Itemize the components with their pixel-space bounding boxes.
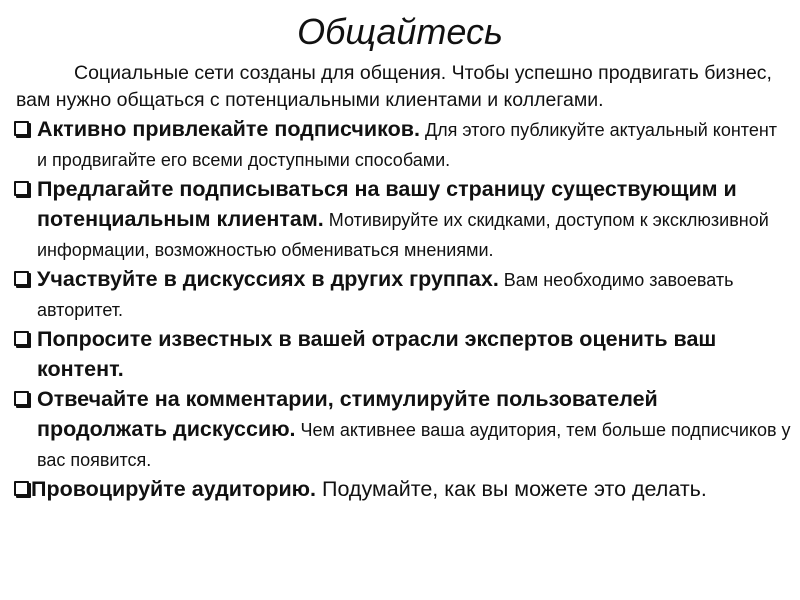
- list-item: [12, 324, 792, 384]
- list-item: [12, 174, 792, 264]
- checkbox-icon: [14, 181, 29, 196]
- checkbox-icon: [14, 331, 29, 346]
- item-text: Вам необходимо завоевать авторитет.: [37, 270, 734, 320]
- item-heading: Активно привлекайте подписчиков.: [37, 117, 420, 141]
- intro-paragraph: Социальные сети созданы для общения. Чтобы успешно продвигать бизнес, вам нужно общаться с потенциальными клиентами и коллегами.: [16, 62, 772, 111]
- item-text: Мотивируйте их скидками, доступом к эксклюзивной информации, возможностью обмениваться мнениями.: [37, 210, 769, 260]
- item-text: Подумайте, как вы можете это делать.: [316, 477, 707, 501]
- slide-title: Общайтесь: [297, 11, 503, 52]
- item-heading: Предлагайте подписываться на вашу страницу существующим и потенциальным клиентам.: [37, 177, 737, 231]
- bullet-list: [12, 114, 792, 504]
- item-heading: Участвуйте в дискуссиях в других группах.: [37, 267, 499, 291]
- list-item: [12, 474, 792, 504]
- item-heading: Провоцируйте аудиторию.: [31, 477, 317, 501]
- list-item: [12, 264, 792, 324]
- item-text: Для этого публикуйте актуальный контент и продвигайте его всеми доступными способами.: [37, 120, 778, 170]
- list-item: [12, 384, 792, 474]
- checkbox-icon: [14, 481, 29, 496]
- checkbox-icon: [14, 391, 29, 406]
- checkbox-icon: [14, 271, 29, 286]
- item-heading: Отвечайте на комментарии, стимулируйте пользователей продолжать дискуссию.: [37, 387, 658, 441]
- checkbox-icon: [14, 121, 29, 136]
- list-item: [12, 114, 792, 174]
- item-heading: Попросите известных в вашей отрасли экспертов оценить ваш контент.: [37, 327, 717, 381]
- item-text: Чем активнее ваша аудитория, тем больше подписчиков у вас появится.: [37, 420, 791, 470]
